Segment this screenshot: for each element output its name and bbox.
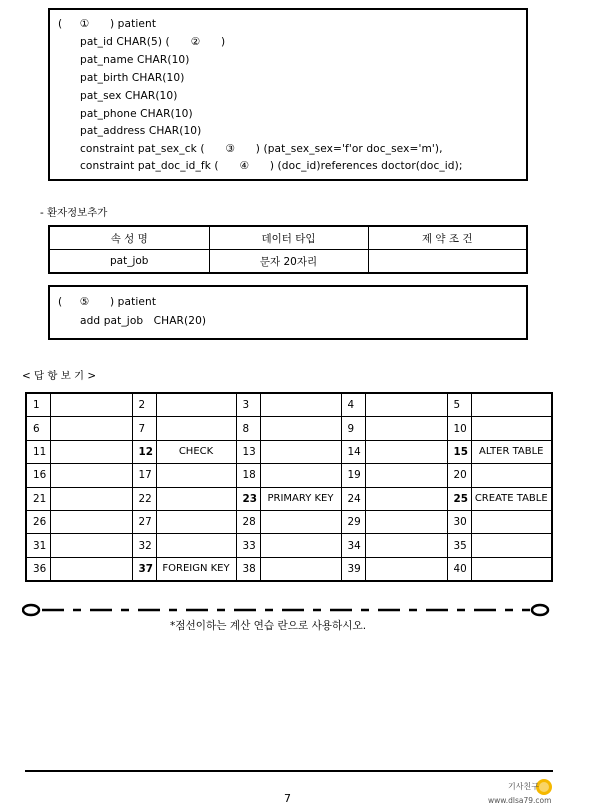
sql-code-box-alter bbox=[48, 285, 528, 340]
site-logo bbox=[508, 775, 552, 797]
answer-option bbox=[50, 440, 132, 463]
answer-option: ALTER TABLE bbox=[471, 440, 552, 463]
answer-number: 20 bbox=[447, 464, 471, 487]
answer-number: 13 bbox=[236, 440, 260, 463]
answer-row bbox=[26, 440, 552, 463]
code-line: ( ① ) patient bbox=[58, 18, 157, 30]
code-line: ( ⑤ ) patient bbox=[58, 296, 157, 308]
answer-option bbox=[471, 534, 552, 557]
cut-line-left-oval bbox=[23, 605, 39, 615]
answer-option: FOREIGN KEY bbox=[156, 557, 236, 581]
cut-line bbox=[22, 600, 550, 620]
answer-number: 40 bbox=[447, 557, 471, 581]
sql-code-box-create bbox=[48, 8, 528, 181]
answer-number: 35 bbox=[447, 534, 471, 557]
answer-option bbox=[260, 393, 341, 417]
answer-option bbox=[365, 440, 447, 463]
answer-option bbox=[156, 487, 236, 510]
answer-number: 2 bbox=[132, 393, 156, 417]
code-line: pat_sex CHAR(10) bbox=[80, 90, 178, 102]
answer-number: 31 bbox=[26, 534, 50, 557]
answer-option bbox=[260, 534, 341, 557]
answer-row bbox=[26, 487, 552, 510]
answer-option bbox=[260, 417, 341, 440]
code-line: pat_id CHAR(5) ( ② ) bbox=[80, 36, 226, 48]
answer-option bbox=[365, 393, 447, 417]
answer-number: 1 bbox=[26, 393, 50, 417]
header-cell: 제 약 조 건 bbox=[368, 226, 527, 250]
code-line: pat_phone CHAR(10) bbox=[80, 108, 193, 120]
code-line: pat_birth CHAR(10) bbox=[80, 72, 185, 84]
answer-number: 14 bbox=[341, 440, 365, 463]
answer-option bbox=[260, 510, 341, 533]
answer-option bbox=[50, 557, 132, 581]
answer-option bbox=[50, 510, 132, 533]
answer-option bbox=[260, 464, 341, 487]
answer-number: 27 bbox=[132, 510, 156, 533]
answer-option: CHECK bbox=[156, 440, 236, 463]
answer-option bbox=[50, 464, 132, 487]
answer-number: 19 bbox=[341, 464, 365, 487]
answer-option bbox=[365, 464, 447, 487]
answer-option bbox=[471, 557, 552, 581]
answer-option bbox=[365, 510, 447, 533]
answer-options-table bbox=[25, 392, 553, 582]
answer-option bbox=[260, 440, 341, 463]
answer-option bbox=[365, 487, 447, 510]
answer-option bbox=[50, 534, 132, 557]
answer-row bbox=[26, 557, 552, 581]
code-line: pat_name CHAR(10) bbox=[80, 54, 190, 66]
table-cell bbox=[368, 250, 527, 274]
answer-number: 24 bbox=[341, 487, 365, 510]
answer-number: 15 bbox=[447, 440, 471, 463]
header-cell: 속 성 명 bbox=[49, 226, 209, 250]
answer-option bbox=[156, 510, 236, 533]
answer-number: 10 bbox=[447, 417, 471, 440]
answer-option bbox=[260, 557, 341, 581]
table-header-row bbox=[49, 226, 527, 250]
answer-option bbox=[471, 393, 552, 417]
answer-number: 30 bbox=[447, 510, 471, 533]
answer-option bbox=[365, 557, 447, 581]
answer-row bbox=[26, 534, 552, 557]
table-cell: 문자 20자리 bbox=[209, 250, 368, 274]
answer-number: 34 bbox=[341, 534, 365, 557]
logo-text: 기사친구 bbox=[508, 782, 539, 791]
answer-number: 38 bbox=[236, 557, 260, 581]
cut-line-right-oval bbox=[532, 605, 548, 615]
answer-options-heading: < 답 항 보 기 > bbox=[22, 370, 97, 382]
answer-option bbox=[156, 393, 236, 417]
code-line: pat_address CHAR(10) bbox=[80, 125, 202, 137]
answer-option bbox=[365, 534, 447, 557]
attribute-table bbox=[48, 225, 528, 274]
answer-number: 17 bbox=[132, 464, 156, 487]
answer-number: 22 bbox=[132, 487, 156, 510]
answer-option bbox=[50, 417, 132, 440]
answer-number: 7 bbox=[132, 417, 156, 440]
answer-number: 4 bbox=[341, 393, 365, 417]
answer-number: 25 bbox=[447, 487, 471, 510]
answer-number: 3 bbox=[236, 393, 260, 417]
answer-option bbox=[365, 417, 447, 440]
table-row bbox=[49, 250, 527, 274]
footer-divider bbox=[25, 770, 553, 772]
answer-number: 26 bbox=[26, 510, 50, 533]
answer-number: 18 bbox=[236, 464, 260, 487]
section-label: - 환자정보추가 bbox=[40, 207, 108, 219]
answer-number: 29 bbox=[341, 510, 365, 533]
site-url: www.dlsa79.com bbox=[488, 796, 552, 805]
code-line: constraint pat_doc_id_fk ( ④ ) (doc_id)references doctor(doc_id); bbox=[80, 160, 463, 172]
answer-number: 11 bbox=[26, 440, 50, 463]
page-number: 7 bbox=[284, 792, 291, 805]
header-cell: 데이터 타입 bbox=[209, 226, 368, 250]
answer-option bbox=[156, 417, 236, 440]
code-line: add pat_job CHAR(20) bbox=[80, 315, 207, 327]
answer-number: 33 bbox=[236, 534, 260, 557]
answer-number: 16 bbox=[26, 464, 50, 487]
answer-number: 36 bbox=[26, 557, 50, 581]
answer-number: 6 bbox=[26, 417, 50, 440]
answer-number: 21 bbox=[26, 487, 50, 510]
answer-option bbox=[471, 464, 552, 487]
answer-row bbox=[26, 510, 552, 533]
answer-number: 9 bbox=[341, 417, 365, 440]
answer-number: 32 bbox=[132, 534, 156, 557]
answer-option: PRIMARY KEY bbox=[260, 487, 341, 510]
answer-option: CREATE TABLE bbox=[471, 487, 552, 510]
answer-option bbox=[50, 487, 132, 510]
answer-number: 39 bbox=[341, 557, 365, 581]
table-cell: pat_job bbox=[49, 250, 209, 274]
cut-line-note: *점선이하는 계산 연습 란으로 사용하시오. bbox=[170, 620, 367, 632]
answer-option bbox=[156, 464, 236, 487]
answer-row bbox=[26, 417, 552, 440]
answer-option bbox=[471, 510, 552, 533]
answer-number: 28 bbox=[236, 510, 260, 533]
answer-number: 23 bbox=[236, 487, 260, 510]
answer-option bbox=[471, 417, 552, 440]
answer-option bbox=[50, 393, 132, 417]
answer-number: 37 bbox=[132, 557, 156, 581]
answer-number: 12 bbox=[132, 440, 156, 463]
answer-row bbox=[26, 464, 552, 487]
answer-number: 5 bbox=[447, 393, 471, 417]
answer-number: 8 bbox=[236, 417, 260, 440]
answer-option bbox=[156, 534, 236, 557]
answer-row bbox=[26, 393, 552, 417]
code-line: constraint pat_sex_ck ( ③ ) (pat_sex_sex='f'or doc_sex='m'), bbox=[80, 143, 443, 155]
